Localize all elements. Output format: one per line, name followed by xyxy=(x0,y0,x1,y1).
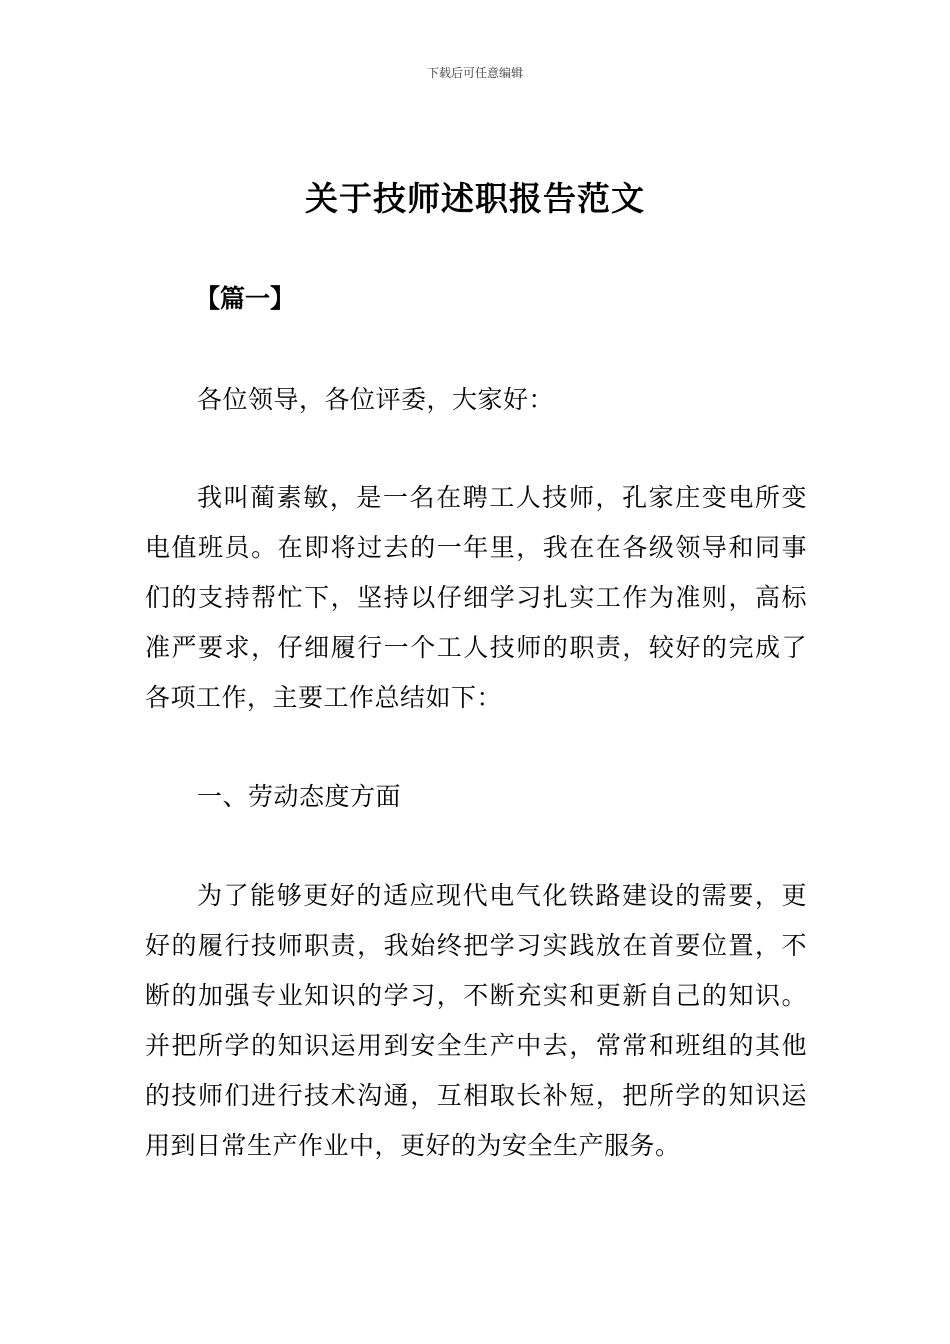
intro-paragraph: 我叫蔺素敏，是一名在聘工人技师，孔家庄变电所变电值班员。在即将过去的一年里，我在在各级领导和同事们的支持帮忙下，坚持以仔细学习扎实工作为准则，高标准严要求，仔细履行一个工人技师的职责，较好的完成了各项工作，主要工作总结如下： xyxy=(145,483,807,712)
greeting-line: 各位领导，各位评委，大家好： xyxy=(197,385,555,414)
body-paragraph: 为了能够更好的适应现代电气化铁路建设的需要，更好的履行技师职责，我始终把学习实践放在首要位置，不断的加强专业知识的学习，不断充实和更新自己的知识。并把所学的知识运用到安全生产中去，常常和班组的其他的技师们进行技术沟通，互相取长补短，把所学的知识运用到日常生产作业中，更好的为安全生产服务。 xyxy=(145,881,807,1160)
section-tag: 【篇一】 xyxy=(195,284,296,313)
header-note: 下载后可任意编辑 xyxy=(426,66,523,80)
document-title: 关于技师述职报告范文 xyxy=(305,179,645,218)
section-heading: 一、劳动态度方面 xyxy=(197,782,402,811)
